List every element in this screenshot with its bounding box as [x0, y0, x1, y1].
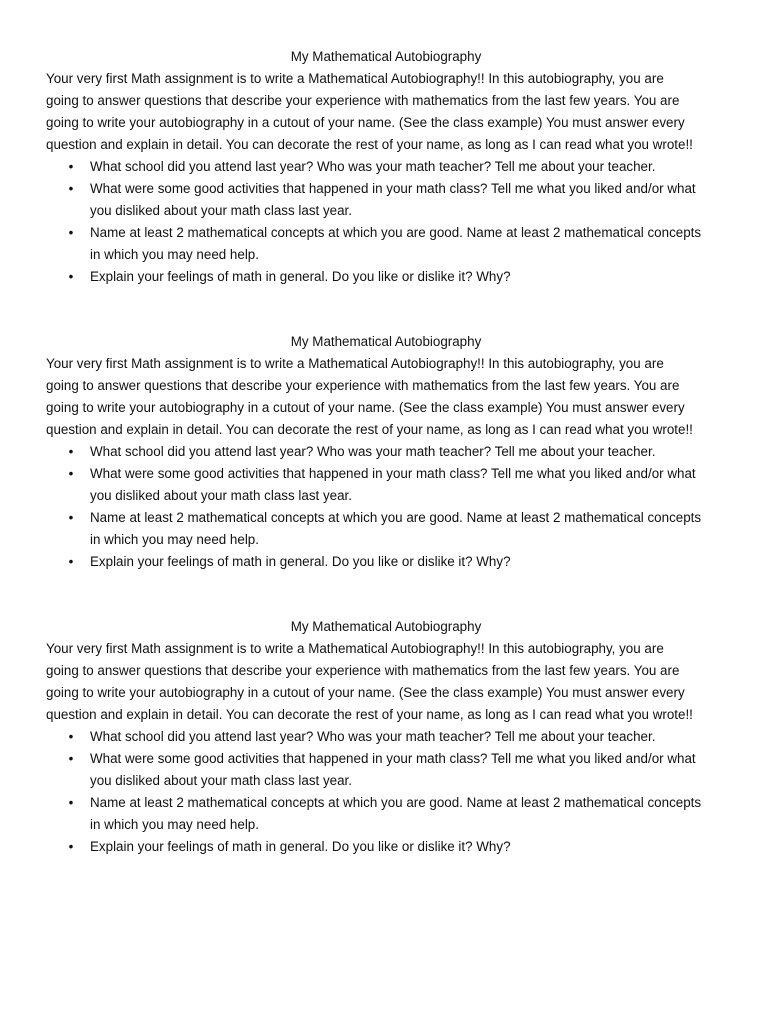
section-intro: Your very first Math assignment is to write a Mathematical Autobiography!! In this autobiography, you are going to answer questions that describe your experience with mathematics from the last few years. You are going to write your autobiography in a cutout of your name. (See the class example) You must answer every question and explain in detail. You can decorate the rest of your name, as long as I can read what you wrote!! — [46, 356, 693, 437]
bullet-icon: • — [68, 444, 74, 459]
bullet-icon: • — [68, 729, 74, 744]
bullet-icon: • — [68, 159, 74, 174]
list-item-text: What were some good activities that happened in your math class? Tell me what you liked and/or what you disliked about your math class last year. — [90, 751, 696, 788]
list-item — [46, 156, 726, 178]
section-title: My Mathematical Autobiography — [290, 49, 482, 64]
bullet-icon: • — [68, 795, 74, 810]
section-title: My Mathematical Autobiography — [290, 334, 482, 349]
bullet-icon: • — [68, 466, 74, 481]
assignment-section-3 — [46, 616, 726, 858]
bullet-icon: • — [68, 225, 74, 240]
list-item-text: What were some good activities that happened in your math class? Tell me what you liked and/or what you disliked about your math class last year. — [90, 181, 696, 218]
section-intro: Your very first Math assignment is to write a Mathematical Autobiography!! In this autobiography, you are going to answer questions that describe your experience with mathematics from the last few years. You are going to write your autobiography in a cutout of your name. (See the class example) You must answer every question and explain in detail. You can decorate the rest of your name, as long as I can read what you wrote!! — [46, 71, 693, 152]
question-list — [46, 726, 726, 858]
list-item-text: Name at least 2 mathematical concepts at which you are good. Name at least 2 mathematical concepts in which you may need help. — [90, 225, 702, 262]
list-item — [46, 836, 726, 858]
list-item — [46, 507, 726, 551]
list-item-text: Explain your feelings of math in general. Do you like or dislike it? Why? — [90, 269, 511, 284]
bullet-icon: • — [68, 751, 74, 766]
assignment-section-2 — [46, 331, 726, 573]
bullet-icon: • — [68, 839, 74, 854]
bullet-icon: • — [68, 269, 74, 284]
list-item — [46, 441, 726, 463]
section-title: My Mathematical Autobiography — [290, 619, 482, 634]
list-item — [46, 726, 726, 748]
list-item — [46, 463, 726, 507]
list-item — [46, 748, 726, 792]
list-item — [46, 551, 726, 573]
list-item — [46, 178, 726, 222]
list-item-text: What school did you attend last year? Who was your math teacher? Tell me about your teacher. — [90, 729, 656, 744]
list-item-text: Explain your feelings of math in general. Do you like or dislike it? Why? — [90, 839, 511, 854]
list-item-text: What school did you attend last year? Who was your math teacher? Tell me about your teacher. — [90, 159, 656, 174]
bullet-icon: • — [68, 554, 74, 569]
bullet-icon: • — [68, 181, 74, 196]
question-list — [46, 156, 726, 288]
section-intro: Your very first Math assignment is to write a Mathematical Autobiography!! In this autobiography, you are going to answer questions that describe your experience with mathematics from the last few years. You are going to write your autobiography in a cutout of your name. (See the class example) You must answer every question and explain in detail. You can decorate the rest of your name, as long as I can read what you wrote!! — [46, 641, 693, 722]
list-item — [46, 222, 726, 266]
question-list — [46, 441, 726, 573]
list-item — [46, 266, 726, 288]
list-item — [46, 792, 726, 836]
list-item-text: What school did you attend last year? Who was your math teacher? Tell me about your teacher. — [90, 444, 656, 459]
list-item-text: Name at least 2 mathematical concepts at which you are good. Name at least 2 mathematical concepts in which you may need help. — [90, 510, 702, 547]
bullet-icon: • — [68, 510, 74, 525]
list-item-text: Name at least 2 mathematical concepts at which you are good. Name at least 2 mathematical concepts in which you may need help. — [90, 795, 702, 832]
list-item-text: What were some good activities that happened in your math class? Tell me what you liked and/or what you disliked about your math class last year. — [90, 466, 696, 503]
list-item-text: Explain your feelings of math in general. Do you like or dislike it? Why? — [90, 554, 511, 569]
assignment-section-1 — [46, 46, 726, 288]
